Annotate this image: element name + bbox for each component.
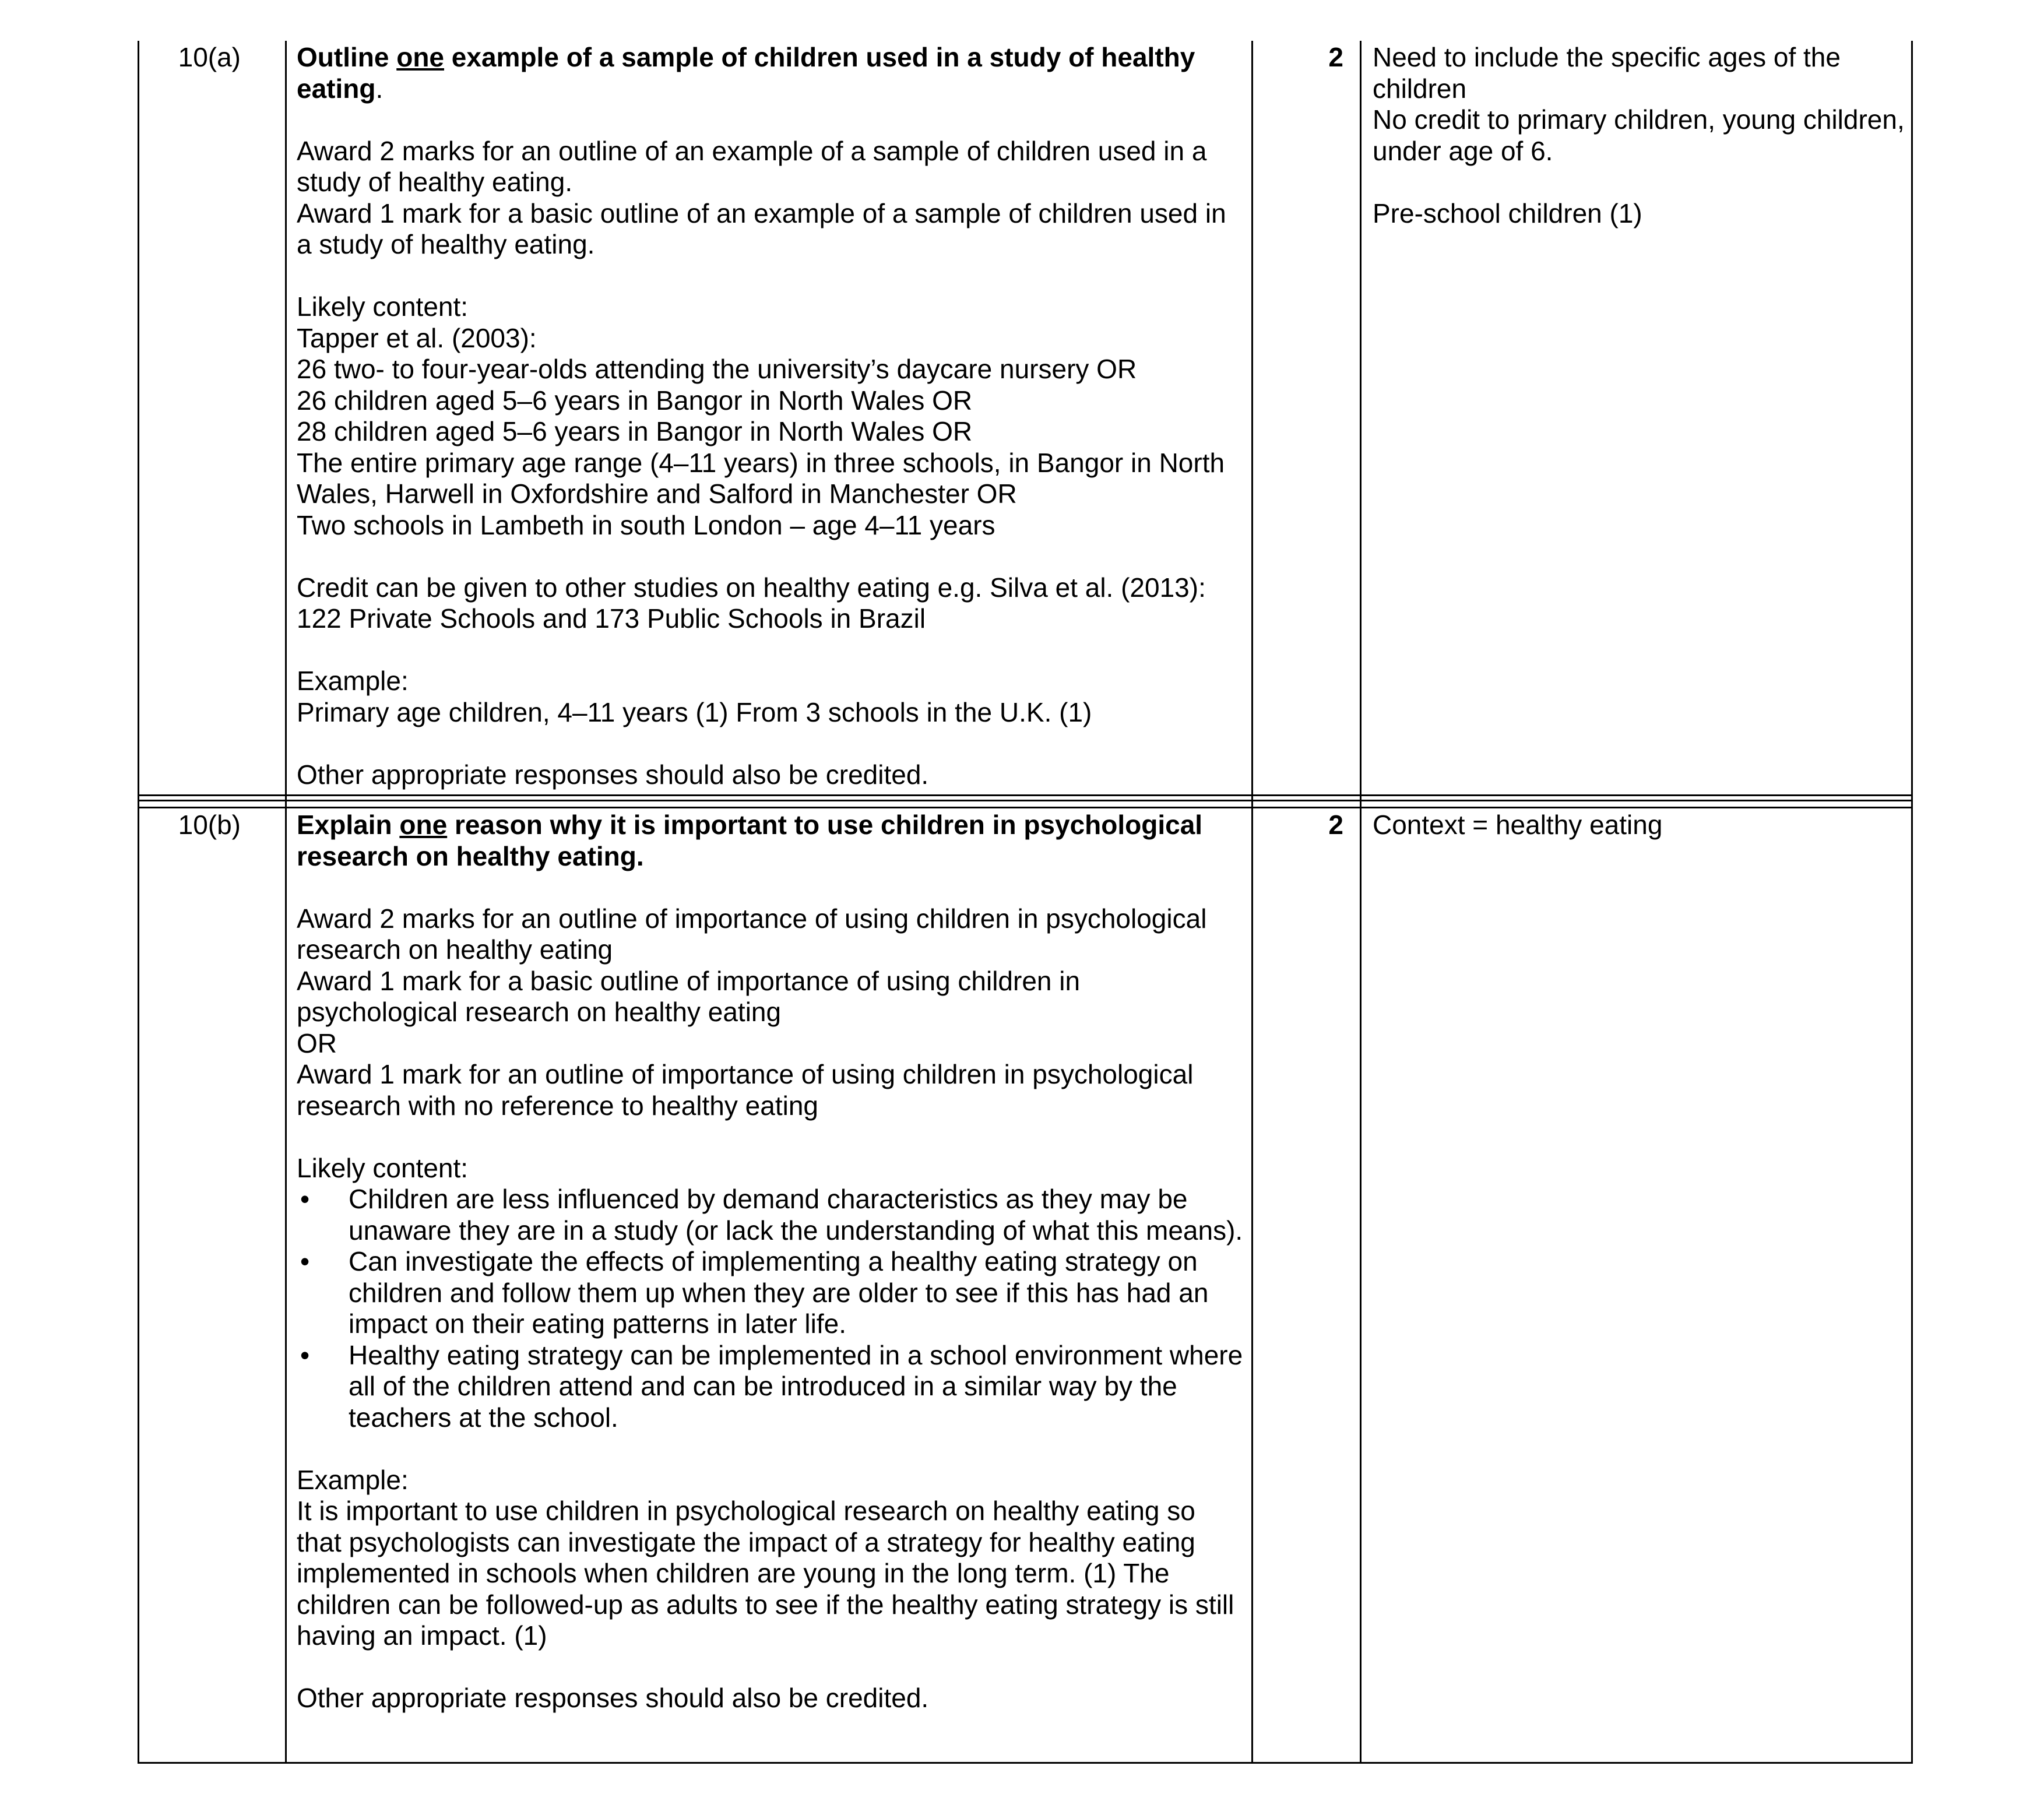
likely-content-list [297,1184,1244,1433]
column-divider [285,796,287,807]
guidance-cell [1373,41,1909,229]
list-item-text: Healthy eating strategy can be implemented in a school environment where all of the children attend and can be introduced in a similar way by the teachers at the school. [349,1339,1243,1433]
column-divider [1251,808,1253,1762]
likely-content-line: Tapper et al. (2003): [297,322,537,353]
other-responses-note: Other appropriate responses should also be credited. [297,759,929,790]
column-divider [1360,808,1362,1762]
column-divider [1360,796,1362,807]
likely-content-line: 28 children aged 5–6 years in Bangor in North Wales OR [297,416,973,446]
example-heading: Example: [297,666,409,696]
award-line: Award 1 mark for a basic outline of an example of a sample of children used in a study of healthy eating. [297,198,1226,259]
question-text-part: reason why it is important to use children in psychological research on healthy eating. [297,810,1203,871]
mark-scheme-row-10b [138,807,1913,1764]
likely-content-heading: Likely content: [297,291,469,322]
column-divider [1251,796,1253,807]
guidance-line: No credit to primary children, young children, under age of 6. [1373,104,1905,166]
column-divider [285,41,287,794]
question-emphasis: one [396,42,445,72]
mark-scheme-row-10a [138,41,1913,796]
question-emphasis: one [399,810,448,840]
list-item [297,1340,1244,1434]
bullet-icon: • [300,1339,310,1370]
column-divider [285,808,287,1762]
other-responses-note: Other appropriate responses should also be credited. [297,1683,929,1713]
answer-cell [297,41,1244,790]
column-divider [1251,41,1253,794]
guidance-cell [1373,808,1909,841]
likely-content-line: 26 children aged 5–6 years in Bangor in North Wales OR [297,385,973,416]
column-divider [1360,41,1362,794]
award-line: Award 2 marks for an outline of an example of a sample of children used in a study of healthy eating. [297,135,1207,197]
marks-value: 2 [1328,42,1343,72]
example-text: Primary age children, 4–11 years (1) From 3 schools in the U.K. (1) [297,697,1092,727]
row-separator [138,796,1913,807]
award-line: OR [297,1028,337,1058]
question-text-part: Outline [297,42,397,72]
likely-content-line: The entire primary age range (4–11 years) in three schools, in Bangor in North Wales, Harwell in Oxfordshire and Salford in Manchester OR [297,447,1225,509]
answer-cell [297,808,1244,1714]
example-heading: Example: [297,1464,409,1495]
question-text [297,42,1244,104]
bullet-icon: • [300,1246,310,1276]
question-text-end: . [375,73,384,104]
list-item [297,1246,1244,1340]
award-line: Award 1 mark for an outline of importance of using children in psychological research with no reference to healthy eating [297,1059,1194,1121]
marks-value: 2 [1328,810,1343,840]
question-number: 10(b) [178,810,241,840]
question-text [297,810,1244,872]
question-text-part: example of a sample of children used in a study of healthy eating [297,42,1195,104]
question-number: 10(a) [178,42,241,72]
example-text: It is important to use children in psychological research on healthy eating so that psychologists can investigate the impact of a strategy for healthy eating implemented in schools when children are young in the long term. (1) The children can be followed-up as adults to see if the healthy eating strategy is still having an impact. (1) [297,1496,1234,1651]
list-item-text: Can investigate the effects of implementing a healthy eating strategy on children and follow them up when they are older to see if this has had an impact on their eating patterns in later life. [349,1246,1209,1339]
likely-content-line: Two schools in Lambeth in south London – age 4–11 years [297,509,995,540]
list-item [297,1184,1244,1246]
bullet-icon: • [300,1184,310,1214]
list-item-text: Children are less influenced by demand characteristics as they may be unaware they are in a study (or lack the understanding of what this means). [349,1184,1243,1246]
award-line: Award 2 marks for an outline of importance of using children in psychological research on healthy eating [297,903,1207,965]
credit-note: Credit can be given to other studies on healthy eating e.g. Silva et al. (2013): 122 Private Schools and 173 Public Schools in Brazil [297,572,1206,634]
likely-content-heading: Likely content: [297,1152,469,1183]
guidance-line: Context = healthy eating [1373,810,1663,840]
question-text-part: Explain [297,810,400,840]
guidance-line: Pre-school children (1) [1373,198,1642,228]
award-line: Award 1 mark for a basic outline of importance of using children in psychological research on healthy eating [297,965,1081,1027]
guidance-line: Need to include the specific ages of the children [1373,42,1841,104]
likely-content-line: 26 two- to four-year-olds attending the university’s daycare nursery OR [297,354,1137,384]
